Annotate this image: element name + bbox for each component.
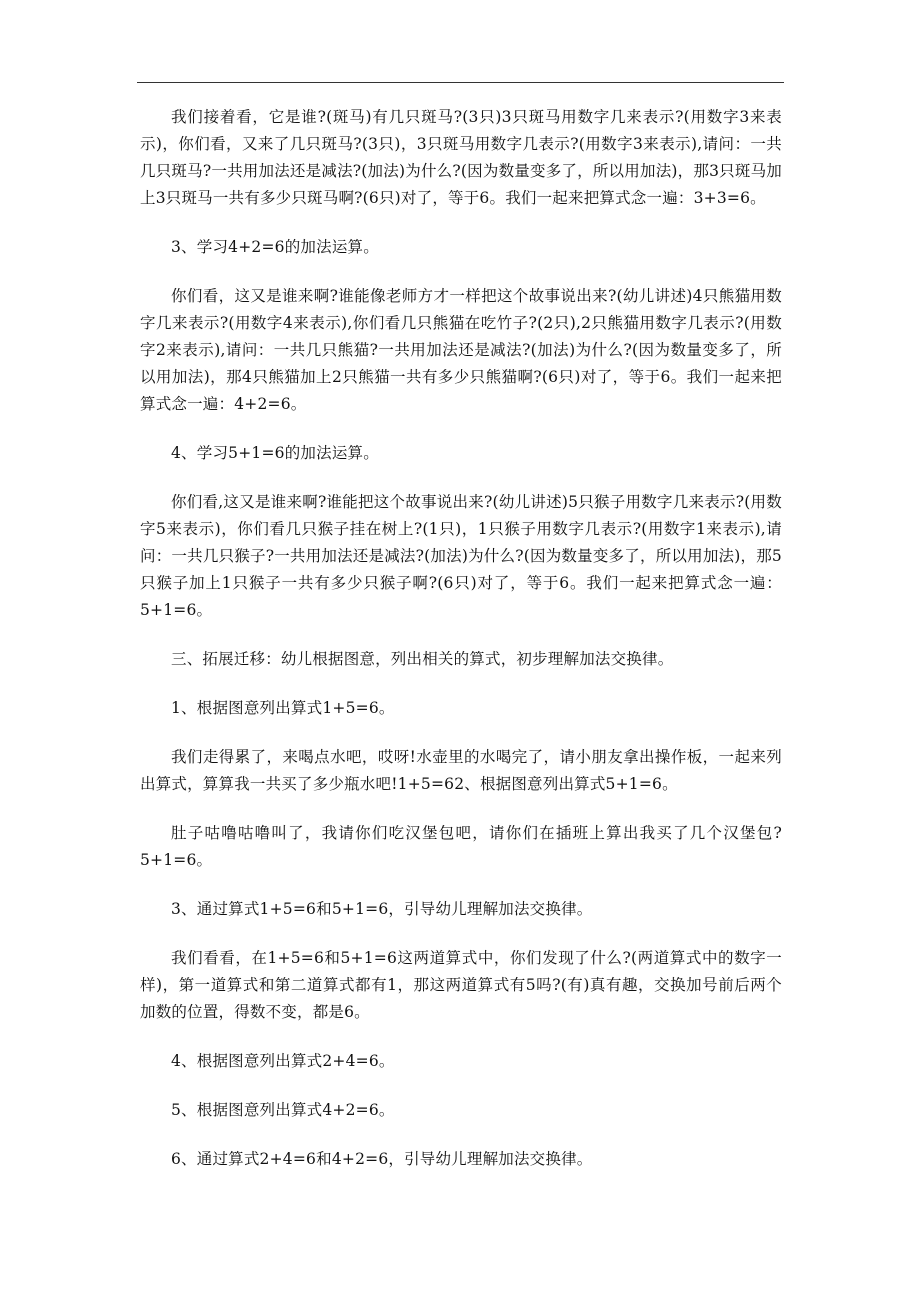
paragraph-zebra: 我们接着看，它是谁?(斑马)有几只斑马?(3只)3只斑马用数字几来表示?(用数字3来表示)，你们看，又来了几只斑马?(3只)，3只斑马用数字几表示?(用数字3来表示),请问：一共几只斑马?一共用加法还是减法?(加法)为什么?(因为数量变多了，所以用加法)，那3只斑马加上3只斑马一共有多少只斑马啊?(6只)对了，等于6。我们一起来把算式念一遍：3+3=6。: [140, 108, 782, 207]
heading-4-plus-2: 5、根据图意列出算式4+2=6。: [171, 1101, 395, 1119]
heading-commutative-2: 6、通过算式2+4=6和4+2=6，引导幼儿理解加法交换律。: [171, 1150, 593, 1168]
section-heading-extension: 三、拓展迁移：幼儿根据图意，列出相关的算式，初步理解加法交换律。: [171, 650, 674, 668]
heading-commutative-1: 3、通过算式1+5=6和5+1=6，引导幼儿理解加法交换律。: [171, 900, 593, 918]
heading-1-plus-5: 1、根据图意列出算式1+5=6。: [171, 699, 395, 717]
paragraph-panda: 你们看，这又是谁来啊?谁能像老师方才一样把这个故事说出来?(幼儿讲述)4只熊猫用数字几来表示?(用数字4来表示),你们看几只熊猫在吃竹子?(2只),2只熊猫用数字几表示?(用数字2来表示),请问：一共几只熊猫?一共用加法还是减法?(加法)为什么?(因为数量变多了，所以用加法)，那4只熊猫加上2只熊猫一共有多少只熊猫啊?(6只)对了，等于6。我们一起来把算式念一遍：4+2=6。: [140, 287, 782, 413]
paragraph-hamburger: 肚子咕噜咕噜叫了，我请你们吃汉堡包吧，请你们在插班上算出我买了几个汉堡包?5+1=6。: [140, 824, 782, 869]
heading-learn-5-plus-1: 4、学习5+1=6的加法运算。: [171, 444, 379, 462]
paragraph-water: 我们走得累了，来喝点水吧，哎呀!水壶里的水喝完了，请小朋友拿出操作板，一起来列出算式，算算我一共买了多少瓶水吧!1+5=62、根据图意列出算式5+1=6。: [140, 748, 782, 793]
document-body: [140, 104, 782, 1195]
heading-learn-4-plus-2: 3、学习4+2=6的加法运算。: [171, 238, 379, 256]
header-rule: [137, 82, 784, 83]
paragraph-commutative-explain: 我们看看，在1+5=6和5+1=6这两道算式中，你们发现了什么?(两道算式中的数字一样)，第一道算式和第二道算式都有1，那这两道算式有5吗?(有)真有趣，交换加号前后两个加数的位置，得数不变，都是6。: [140, 949, 782, 1021]
heading-2-plus-4: 4、根据图意列出算式2+4=6。: [171, 1052, 395, 1070]
paragraph-monkey: 你们看,这又是谁来啊?谁能把这个故事说出来?(幼儿讲述)5只猴子用数字几来表示?(用数字5来表示)，你们看几只猴子挂在树上?(1只)，1只猴子用数字几表示?(用数字1来表示),请问：一共几只猴子?一共用加法还是减法?(加法)为什么?(因为数量变多了，所以用加法)，那5只猴子加上1只猴子一共有多少只猴子啊?(6只)对了，等于6。我们一起来把算式念一遍：5+1=6。: [140, 493, 782, 619]
